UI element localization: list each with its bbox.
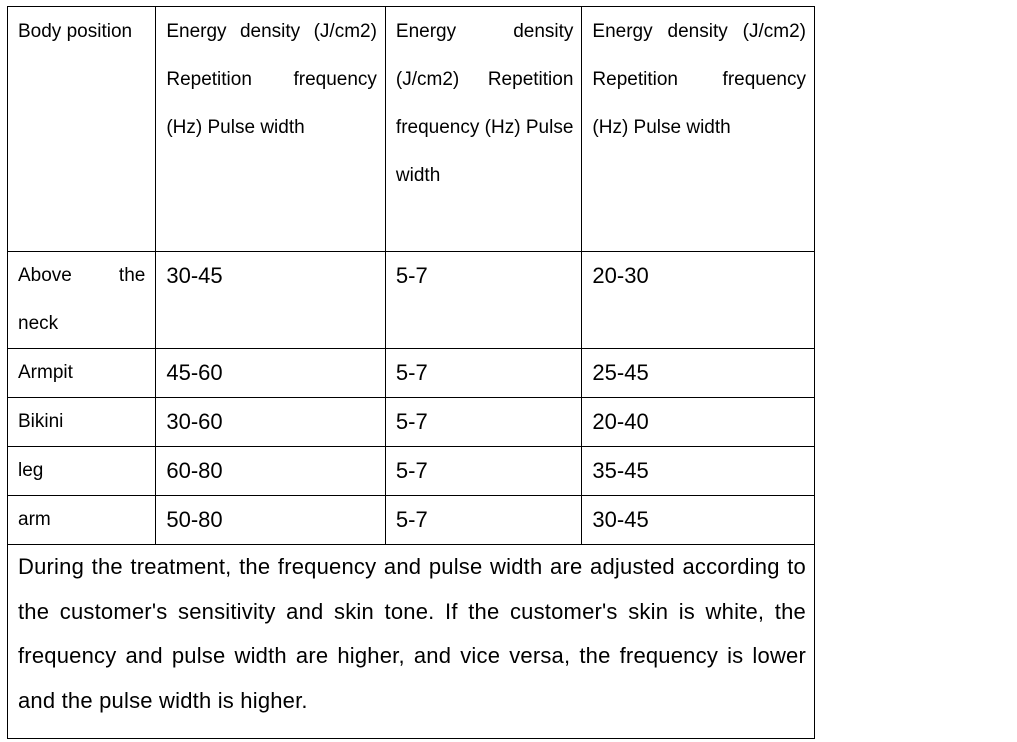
treatment-note: During the treatment, the frequency and pulse width are adjusted according to the customer's sensitivity and skin tone. If the customer's skin is white, the frequency and pulse width are higher, and vice versa, the frequency is lower and the pulse width is higher. bbox=[18, 554, 806, 713]
table-cell bbox=[582, 252, 815, 349]
table-row bbox=[8, 349, 815, 398]
header-cell bbox=[156, 7, 386, 252]
table-cell bbox=[582, 398, 815, 447]
value-energy-density-1: 45-60 bbox=[166, 360, 223, 385]
value-energy-density-1: 30-45 bbox=[166, 263, 223, 288]
body-position-label: Armpit bbox=[18, 362, 73, 383]
table-row bbox=[8, 252, 815, 349]
table-cell bbox=[385, 349, 581, 398]
value-energy-density-3: 25-45 bbox=[592, 360, 649, 385]
table-row bbox=[8, 447, 815, 496]
row-label-cell bbox=[8, 252, 156, 349]
treatment-parameter-table bbox=[7, 6, 815, 739]
value-energy-density-2: 5-7 bbox=[395, 360, 428, 385]
value-energy-density-1: 30-60 bbox=[166, 409, 223, 434]
table-row bbox=[8, 496, 815, 545]
header-energy-density-1: Energy density (J/cm2) Repetition frequency (Hz) Pulse width bbox=[166, 21, 377, 138]
value-energy-density-3: 20-40 bbox=[592, 409, 649, 434]
table-cell bbox=[156, 447, 386, 496]
header-energy-density-2: Energy density (J/cm2) Repetition frequency (Hz) Pulse width bbox=[395, 21, 574, 186]
table-cell bbox=[385, 447, 581, 496]
note-row bbox=[8, 545, 815, 739]
table-cell bbox=[385, 496, 581, 545]
value-energy-density-2: 5-7 bbox=[395, 263, 428, 288]
table-cell bbox=[582, 496, 815, 545]
body-position-label: Above the neck bbox=[18, 265, 146, 334]
header-cell bbox=[8, 7, 156, 252]
note-cell bbox=[8, 545, 815, 739]
row-label-cell bbox=[8, 496, 156, 545]
value-energy-density-3: 35-45 bbox=[592, 458, 649, 483]
table-cell bbox=[156, 349, 386, 398]
row-label-cell bbox=[8, 447, 156, 496]
value-energy-density-3: 20-30 bbox=[592, 263, 649, 288]
header-row bbox=[8, 7, 815, 252]
body-position-label: Bikini bbox=[18, 411, 64, 432]
body-position-label: leg bbox=[18, 460, 44, 481]
header-cell bbox=[582, 7, 815, 252]
header-body-position: Body position bbox=[18, 21, 133, 42]
row-label-cell bbox=[8, 349, 156, 398]
row-label-cell bbox=[8, 398, 156, 447]
body-position-label: arm bbox=[18, 509, 51, 530]
value-energy-density-1: 60-80 bbox=[166, 458, 223, 483]
table-cell bbox=[156, 496, 386, 545]
table-cell bbox=[156, 398, 386, 447]
header-energy-density-3: Energy density (J/cm2) Repetition frequency (Hz) Pulse width bbox=[592, 21, 806, 138]
header-cell bbox=[385, 7, 581, 252]
table-cell bbox=[156, 252, 386, 349]
value-energy-density-1: 50-80 bbox=[166, 507, 223, 532]
value-energy-density-2: 5-7 bbox=[395, 507, 428, 532]
value-energy-density-3: 30-45 bbox=[592, 507, 649, 532]
table-cell bbox=[582, 349, 815, 398]
table-cell bbox=[582, 447, 815, 496]
table-row bbox=[8, 398, 815, 447]
value-energy-density-2: 5-7 bbox=[395, 409, 428, 434]
table-cell bbox=[385, 398, 581, 447]
value-energy-density-2: 5-7 bbox=[395, 458, 428, 483]
table-cell bbox=[385, 252, 581, 349]
